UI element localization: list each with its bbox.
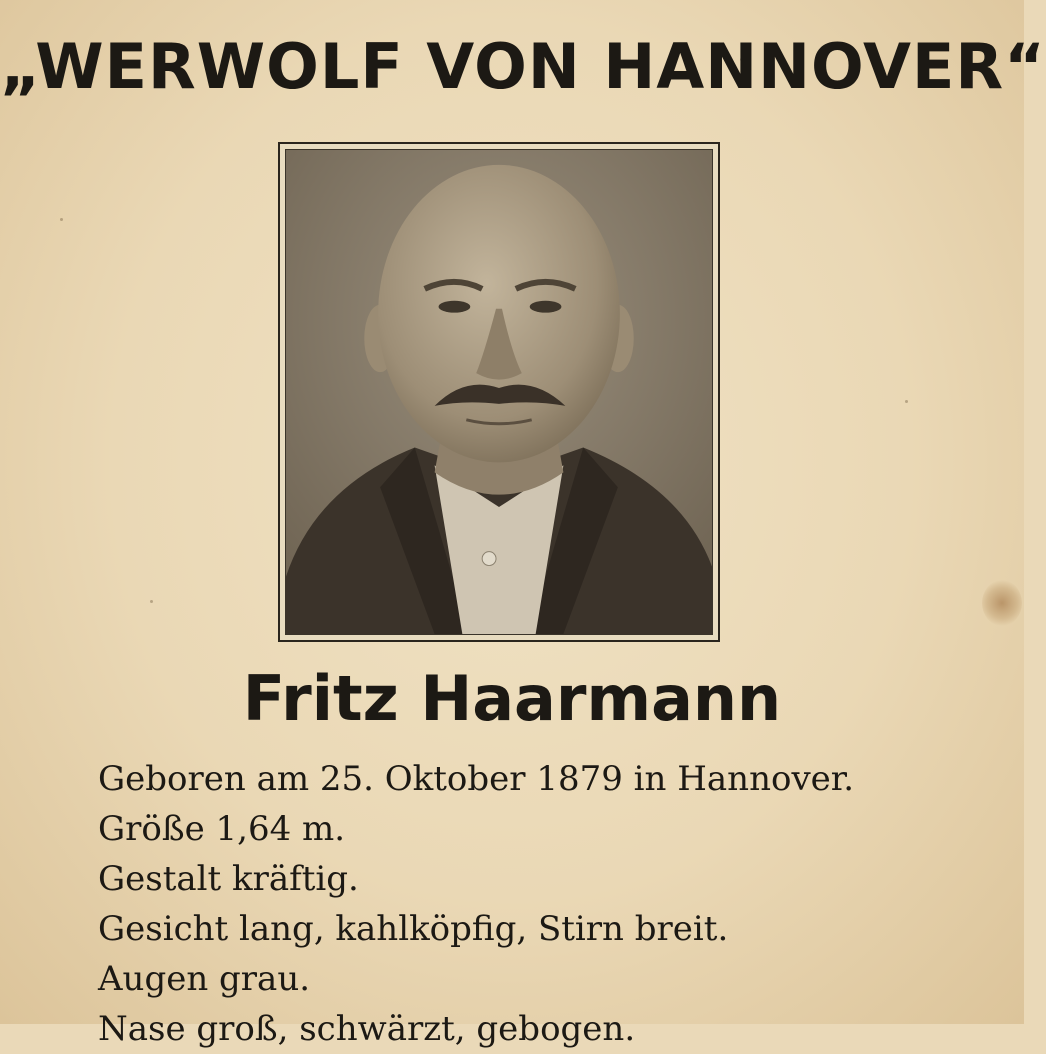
description-line: Nase groß, schwärzt, gebogen. xyxy=(98,1009,636,1049)
description-list xyxy=(98,754,998,1049)
description-line: Augen grau. xyxy=(98,959,311,999)
description-line: Gestalt kräftig. xyxy=(98,859,359,899)
portrait-photo xyxy=(285,149,713,635)
description-line: Geboren am 25. Oktober 1879 in Hannover. xyxy=(98,759,855,799)
paper-speck xyxy=(150,600,153,603)
paper-stain xyxy=(982,580,1022,626)
poster-headline: „WERWOLF VON HANNOVER“ xyxy=(0,30,1046,103)
description-line: Größe 1,64 m. xyxy=(98,809,346,849)
person-name: Fritz Haarmann xyxy=(242,662,782,735)
portrait-frame xyxy=(278,142,720,642)
description-line: Gesicht lang, kahlköpfig, Stirn breit. xyxy=(98,909,729,949)
paper-speck xyxy=(60,218,63,221)
paper-speck xyxy=(905,400,908,403)
